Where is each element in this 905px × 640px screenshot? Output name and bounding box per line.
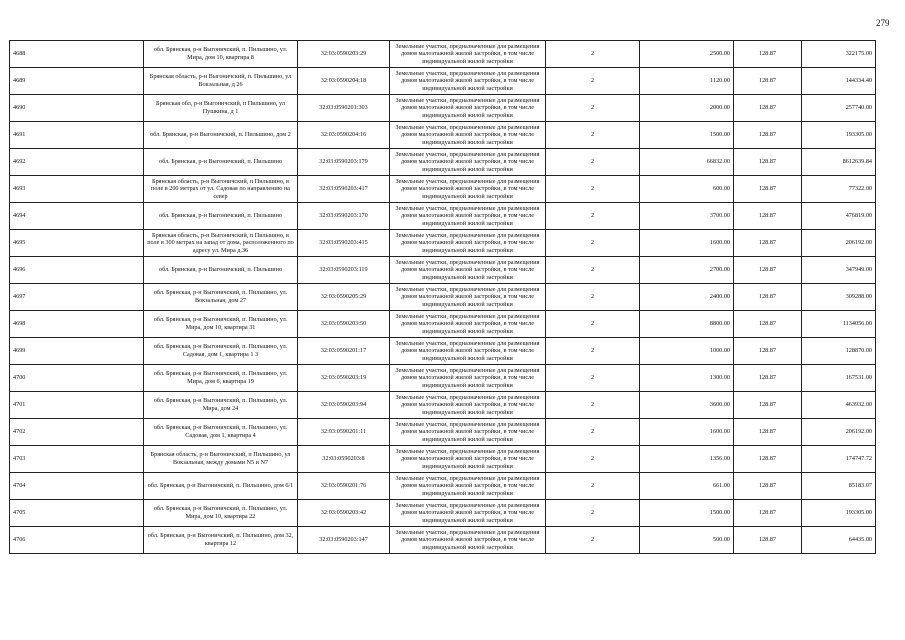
land-use-cell: Земельные участки, предназначенные для размещения домов малоэтажной жилой застройки, в том числе индивидуальной жилой застройки [390, 473, 546, 500]
land-use-cell: Земельные участки, предназначенные для размещения домов малоэтажной жилой застройки, в том числе индивидуальной жилой застройки [390, 68, 546, 95]
category-cell: 2 [546, 257, 640, 284]
category-cell: 2 [546, 68, 640, 95]
row-number-cell: 4701 [10, 392, 144, 419]
rate-cell: 128.87 [734, 41, 802, 68]
table-row [10, 257, 876, 284]
land-use-cell: Земельные участки, предназначенные для размещения домов малоэтажной жилой застройки, в том числе индивидуальной жилой застройки [390, 284, 546, 311]
category-cell: 2 [546, 419, 640, 446]
area-cell: 3600.00 [640, 392, 734, 419]
table-row [10, 149, 876, 176]
cadastral-number-cell: 32:03:0590201:17 [298, 338, 390, 365]
category-cell: 2 [546, 392, 640, 419]
cadastral-number-cell: 32:03:0590205:29 [298, 284, 390, 311]
cadastral-number-cell: 32:03:0590203:415 [298, 230, 390, 257]
cadastral-number-cell: 32:03:0590203:147 [298, 527, 390, 554]
cadastral-value-cell: 193305.00 [802, 122, 876, 149]
cadastral-number-cell: 32:03:0590203:170 [298, 203, 390, 230]
address-cell: обл. Брянская, р-н Выгоничский, п. Пильшино [144, 257, 298, 284]
category-cell: 2 [546, 41, 640, 68]
row-number-cell: 4692 [10, 149, 144, 176]
category-cell: 2 [546, 338, 640, 365]
land-use-cell: Земельные участки, предназначенные для размещения домов малоэтажной жилой застройки, в том числе индивидуальной жилой застройки [390, 176, 546, 203]
row-number-cell: 4698 [10, 311, 144, 338]
table-row [10, 41, 876, 68]
address-cell: обл. Брянская, р-н Выгоничский, п. Пильшино, дом 2 [144, 122, 298, 149]
area-cell: 661.00 [640, 473, 734, 500]
table-row [10, 122, 876, 149]
table-row [10, 338, 876, 365]
row-number-cell: 4702 [10, 419, 144, 446]
address-cell: Брянская область, р-н Выгоничский, п Пильшино, в поле в 200 метрах от ул. Садовая по направлению на север [144, 176, 298, 203]
cadastral-number-cell: 32:03:0590204:18 [298, 68, 390, 95]
row-number-cell: 4697 [10, 284, 144, 311]
land-use-cell: Земельные участки, предназначенные для размещения домов малоэтажной жилой застройки, в том числе индивидуальной жилой застройки [390, 365, 546, 392]
table-row [10, 473, 876, 500]
cadastral-number-cell: 32:03:0590203:179 [298, 149, 390, 176]
row-number-cell: 4690 [10, 95, 144, 122]
area-cell: 600.00 [640, 176, 734, 203]
cadastral-value-cell: 64435.00 [802, 527, 876, 554]
area-cell: 2700.00 [640, 257, 734, 284]
address-cell: обл. Брянская, р-н Выгоничский, п. Пильшино, ул. Мира, дом 10, квартира 31 [144, 311, 298, 338]
area-cell: 2000.00 [640, 95, 734, 122]
row-number-cell: 4705 [10, 500, 144, 527]
cadastral-value-cell: 85183.07 [802, 473, 876, 500]
area-cell: 1000.00 [640, 338, 734, 365]
land-use-cell: Земельные участки, предназначенные для размещения домов малоэтажной жилой застройки, в том числе индивидуальной жилой застройки [390, 392, 546, 419]
land-use-cell: Земельные участки, предназначенные для размещения домов малоэтажной жилой застройки, в том числе индивидуальной жилой застройки [390, 311, 546, 338]
cadastral-number-cell: 32:03:0590201:303 [298, 95, 390, 122]
cadastral-value-cell: 167531.00 [802, 365, 876, 392]
area-cell: 3700.00 [640, 203, 734, 230]
cadastral-value-cell: 174747.72 [802, 446, 876, 473]
rate-cell: 128.87 [734, 149, 802, 176]
address-cell: обл. Брянская, р-н Выгоничский, п. Пильшино, ул. Мира, дом 10, квартира 22 [144, 500, 298, 527]
area-cell: 1500.00 [640, 122, 734, 149]
cadastral-number-cell: 32:03:0590203:19 [298, 365, 390, 392]
cadastral-value-cell: 347949.00 [802, 257, 876, 284]
rate-cell: 128.87 [734, 68, 802, 95]
land-registry-table [9, 40, 876, 554]
category-cell: 2 [546, 122, 640, 149]
area-cell: 2500.00 [640, 41, 734, 68]
row-number-cell: 4695 [10, 230, 144, 257]
cadastral-value-cell: 463932.00 [802, 392, 876, 419]
address-cell: обл. Брянская, р-н Выгоничский, п. Пильшино, ул. Мира, дом 24 [144, 392, 298, 419]
land-use-cell: Земельные участки, предназначенные для размещения домов малоэтажной жилой застройки, в том числе индивидуальной жилой застройки [390, 95, 546, 122]
rate-cell: 128.87 [734, 446, 802, 473]
rate-cell: 128.87 [734, 311, 802, 338]
rate-cell: 128.87 [734, 527, 802, 554]
area-cell: 1356.00 [640, 446, 734, 473]
table-row [10, 95, 876, 122]
address-cell: обл. Брянская, р-н Выгоничский, п. Пильшино, ул. Садовая, дом 1, квартира 4 [144, 419, 298, 446]
row-number-cell: 4689 [10, 68, 144, 95]
table-row [10, 230, 876, 257]
address-cell: обл. Брянская, р-н Выгоничский, п. Пильшино, ул. Вокзальная, дом 27 [144, 284, 298, 311]
table-row [10, 446, 876, 473]
category-cell: 2 [546, 446, 640, 473]
rate-cell: 128.87 [734, 122, 802, 149]
address-cell: обл. Брянская, р-н Выгоничский, п. Пильшино, дом 32, квартира 12 [144, 527, 298, 554]
category-cell: 2 [546, 176, 640, 203]
cadastral-number-cell: 32:03:0590203:50 [298, 311, 390, 338]
table-row [10, 176, 876, 203]
area-cell: 8800.00 [640, 311, 734, 338]
row-number-cell: 4694 [10, 203, 144, 230]
cadastral-value-cell: 206192.00 [802, 419, 876, 446]
cadastral-value-cell: 128870.00 [802, 338, 876, 365]
category-cell: 2 [546, 527, 640, 554]
rate-cell: 128.87 [734, 230, 802, 257]
row-number-cell: 4703 [10, 446, 144, 473]
area-cell: 66832.00 [640, 149, 734, 176]
address-cell: обл. Брянская, р-н Выгоничский, п. Пильшино, дом 6/1 [144, 473, 298, 500]
cadastral-number-cell: 32:03:0590201:76 [298, 473, 390, 500]
table-row [10, 500, 876, 527]
land-use-cell: Земельные участки, предназначенные для размещения домов малоэтажной жилой застройки, в том числе индивидуальной жилой застройки [390, 419, 546, 446]
area-cell: 1600.00 [640, 230, 734, 257]
cadastral-value-cell: 322175.00 [802, 41, 876, 68]
cadastral-number-cell: 32:03:0590203:119 [298, 257, 390, 284]
category-cell: 2 [546, 311, 640, 338]
row-number-cell: 4706 [10, 527, 144, 554]
rate-cell: 128.87 [734, 95, 802, 122]
land-use-cell: Земельные участки, предназначенные для размещения домов малоэтажной жилой застройки, в том числе индивидуальной жилой застройки [390, 41, 546, 68]
table-row [10, 527, 876, 554]
row-number-cell: 4700 [10, 365, 144, 392]
area-cell: 1120.00 [640, 68, 734, 95]
category-cell: 2 [546, 230, 640, 257]
rate-cell: 128.87 [734, 284, 802, 311]
land-use-cell: Земельные участки, предназначенные для размещения домов малоэтажной жилой застройки, в том числе индивидуальной жилой застройки [390, 203, 546, 230]
area-cell: 2400.00 [640, 284, 734, 311]
cadastral-value-cell: 476819.00 [802, 203, 876, 230]
area-cell: 1600.00 [640, 419, 734, 446]
rate-cell: 128.87 [734, 203, 802, 230]
address-cell: Брянская область, р-н Выгоничский, п. Пильшино, ул Вокзальная, д 26 [144, 68, 298, 95]
table-row [10, 365, 876, 392]
rate-cell: 128.87 [734, 392, 802, 419]
category-cell: 2 [546, 203, 640, 230]
rate-cell: 128.87 [734, 419, 802, 446]
area-cell: 1500.00 [640, 500, 734, 527]
cadastral-value-cell: 1134056.00 [802, 311, 876, 338]
land-use-cell: Земельные участки, предназначенные для размещения домов малоэтажной жилой застройки, в том числе индивидуальной жилой застройки [390, 446, 546, 473]
cadastral-value-cell: 257740.00 [802, 95, 876, 122]
cadastral-number-cell: 32:03:0590204:16 [298, 122, 390, 149]
cadastral-number-cell: 32:03:0590203:417 [298, 176, 390, 203]
rate-cell: 128.87 [734, 365, 802, 392]
cadastral-value-cell: 193305.00 [802, 500, 876, 527]
cadastral-number-cell: 32:03:0590203:29 [298, 41, 390, 68]
address-cell: обл. Брянская, р-н Выгоничский, п. Пильшино [144, 149, 298, 176]
area-cell: 500.00 [640, 527, 734, 554]
cadastral-value-cell: 8612639.84 [802, 149, 876, 176]
row-number-cell: 4704 [10, 473, 144, 500]
category-cell: 2 [546, 500, 640, 527]
address-cell: обл. Брянская, р-н Выгоничский, п. Пильшино, ул. Садовая, дом 1, квартира 1 3 [144, 338, 298, 365]
table-row [10, 284, 876, 311]
table-row [10, 392, 876, 419]
cadastral-number-cell: 32:03:0590201:11 [298, 419, 390, 446]
page-number: 279 [876, 18, 890, 28]
land-use-cell: Земельные участки, предназначенные для размещения домов малоэтажной жилой застройки, в том числе индивидуальной жилой застройки [390, 500, 546, 527]
table-row [10, 419, 876, 446]
category-cell: 2 [546, 149, 640, 176]
cadastral-value-cell: 77322.00 [802, 176, 876, 203]
area-cell: 1300.00 [640, 365, 734, 392]
table-row [10, 68, 876, 95]
address-cell: Брянская область, р-н Выгоничский, п Пильшино, в поле в 300 метрах на запад от дома, расположенного по адресу ул. Мира д.36 [144, 230, 298, 257]
category-cell: 2 [546, 365, 640, 392]
row-number-cell: 4699 [10, 338, 144, 365]
address-cell: обл. Брянская, р-н Выгоничский, п. Пильшино [144, 203, 298, 230]
cadastral-number-cell: 32:03:0590203:94 [298, 392, 390, 419]
cadastral-number-cell: 32:03:0590203:42 [298, 500, 390, 527]
address-cell: Брянская обл, р-н Выгоничский, п Пильшино, ул Пушкина, д 1 [144, 95, 298, 122]
land-use-cell: Земельные участки, предназначенные для размещения домов малоэтажной жилой застройки, в том числе индивидуальной жилой застройки [390, 527, 546, 554]
rate-cell: 128.87 [734, 338, 802, 365]
category-cell: 2 [546, 473, 640, 500]
land-use-cell: Земельные участки, предназначенные для размещения домов малоэтажной жилой застройки, в том числе индивидуальной жилой застройки [390, 257, 546, 284]
rate-cell: 128.87 [734, 176, 802, 203]
land-use-cell: Земельные участки, предназначенные для размещения домов малоэтажной жилой застройки, в том числе индивидуальной жилой застройки [390, 122, 546, 149]
address-cell: обл. Брянская, р-н Выгоничский, п. Пильшино, ул. Мира, дом 10, квартира 8 [144, 41, 298, 68]
cadastral-value-cell: 309288.00 [802, 284, 876, 311]
land-use-cell: Земельные участки, предназначенные для размещения домов малоэтажной жилой застройки, в том числе индивидуальной жилой застройки [390, 230, 546, 257]
table-row [10, 203, 876, 230]
category-cell: 2 [546, 284, 640, 311]
land-use-cell: Земельные участки, предназначенные для размещения домов малоэтажной жилой застройки, в том числе индивидуальной жилой застройки [390, 149, 546, 176]
row-number-cell: 4688 [10, 41, 144, 68]
row-number-cell: 4696 [10, 257, 144, 284]
row-number-cell: 4691 [10, 122, 144, 149]
land-use-cell: Земельные участки, предназначенные для размещения домов малоэтажной жилой застройки, в том числе индивидуальной жилой застройки [390, 338, 546, 365]
row-number-cell: 4693 [10, 176, 144, 203]
table-row [10, 311, 876, 338]
category-cell: 2 [546, 95, 640, 122]
rate-cell: 128.87 [734, 257, 802, 284]
address-cell: Брянская область, р-н Выгоничский, п Пильшино, ул Вокзальная, между домами N5 и N7 [144, 446, 298, 473]
rate-cell: 128.87 [734, 500, 802, 527]
cadastral-value-cell: 206192.00 [802, 230, 876, 257]
rate-cell: 128.87 [734, 473, 802, 500]
address-cell: обл. Брянская, р-н Выгоничский, п. Пильшино, ул. Мира, дом 6, квартира 19 [144, 365, 298, 392]
cadastral-number-cell: 32:03:0590203:8 [298, 446, 390, 473]
cadastral-value-cell: 144334.40 [802, 68, 876, 95]
